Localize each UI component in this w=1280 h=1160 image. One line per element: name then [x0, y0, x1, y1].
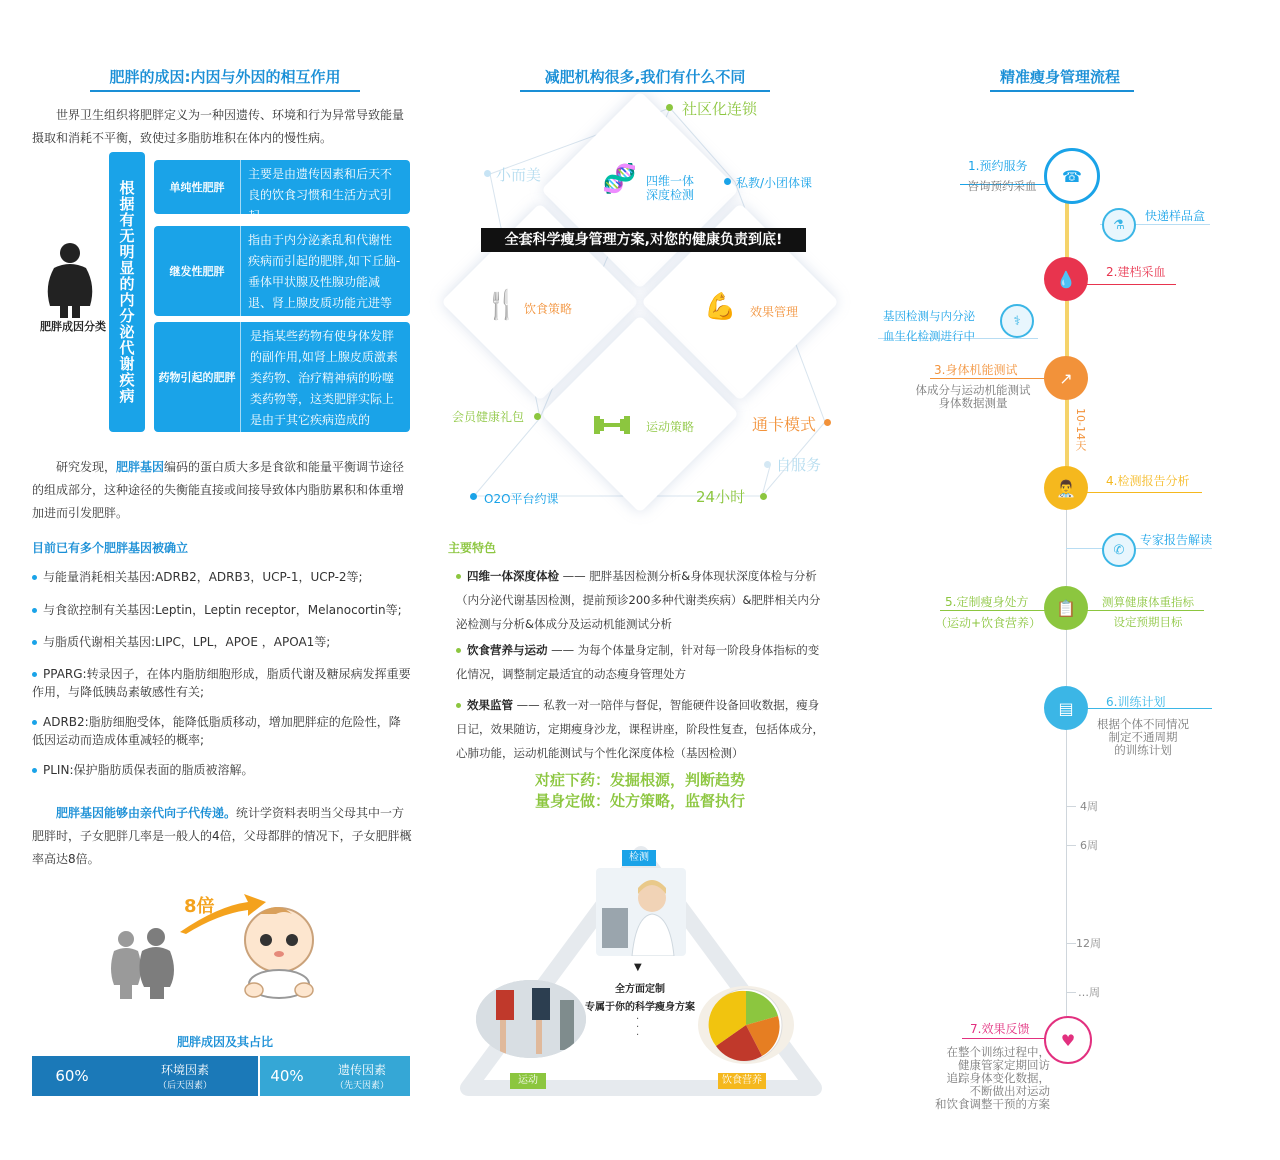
dumbbell-icon: [592, 410, 632, 440]
ratio-pct: 40%: [270, 1067, 304, 1085]
type-name: 药物引起的肥胖: [154, 322, 241, 432]
triangle-center-2: 专属于你的科学瘦身方案: [585, 1002, 695, 1013]
aux-2-label: 基因检测与内分泌 血生化检测进行中: [883, 309, 975, 343]
tag-node: [484, 170, 491, 177]
type-name: 单纯性肥胖: [154, 160, 241, 214]
doctor-icon: 👨‍⚕: [1044, 466, 1088, 510]
prescription-icon: 📋: [1044, 586, 1088, 630]
week-label: …周: [1078, 986, 1100, 999]
aux-line: [1066, 548, 1212, 549]
parents-silhouette-icon: [100, 925, 180, 1000]
step-6-label: 6.训练计划: [1106, 695, 1166, 709]
gene-item: 与脂质代谢相关基因:LIPC，LPL，APOE ，APOA1等;: [32, 633, 412, 651]
genes-heading: 目前已有多个肥胖基因被确立: [32, 541, 189, 555]
slogan-1: 对症下药：发掘根源，判断趋势: [534, 771, 745, 789]
ratio-bar-genetic: [260, 1056, 410, 1096]
calendar-icon: ☎: [1044, 148, 1100, 204]
type-desc: 指由于内分泌紊乱和代谢性疾病而引起的肥胖,如下丘脑-垂体甲状腺及性腺功能减退、肾上腺皮质功能亢进等: [248, 233, 401, 310]
multiplier-label: 8倍: [184, 896, 215, 917]
tag-node: [666, 104, 673, 111]
step-7-desc: 在整个训练过程中， 健康管家定期回访 追踪身体变化数据， 不断做出对运动 和饮食调整干预的方案: [935, 1045, 1050, 1111]
phone-icon: ✆: [1102, 533, 1136, 567]
food-plate-photo: [698, 986, 794, 1064]
feature-item: 饮食营养与运动 —— 为每个体量身定制，针对每一阶段身体指标的变化情况，调整制定最适宜的动态瘦身管理处方: [456, 643, 820, 681]
step-1-desc: 咨询预约采血: [967, 179, 1037, 193]
gene-item: PPARG:转录因子，在体内脂肪细胞形成，脂质代谢及糖尿病发挥重要作用，与降低胰岛素敏感性有关;: [32, 667, 411, 699]
research-pre: 研究发现，: [56, 460, 117, 474]
person-silhouette-icon: [40, 240, 100, 320]
feature-item: 四维一体深度体检 —— 肥胖基因检测分析&身体现状深度体检与分析（内分泌代谢基因检测，提前预诊200多种代谢类疾病）&肥胖相关内分泌检测与分析&体成分及运动机能测试分析: [456, 569, 821, 631]
tag-card-mode: 通卡模式: [752, 415, 817, 434]
timeline-highlight: [1065, 190, 1069, 480]
tag-node: [760, 493, 767, 500]
dna-icon: 🧬: [602, 162, 637, 195]
gene-item: 与能量消耗相关基因:ADRB2，ADRB3，UCP-1，UCP-2等;: [32, 568, 412, 586]
features-heading: 主要特色: [448, 541, 497, 555]
aux-4-label: 专家报告解读: [1140, 533, 1213, 547]
tag-24h: 24小时: [696, 488, 746, 506]
gene-item: PLIN:保护脂肪质保表面的脂质被溶解。: [32, 761, 412, 779]
feature-item: 效果监管 —— 私教一对一陪伴与督促，智能硬件设备回收数据，瘦身日记，效果随访，定期瘦身沙龙，课程讲座，阶段性复查，包括体成分，心肺功能，运动机能测试与个性化深度体检（基因检测）: [456, 698, 824, 760]
type-name: 继发性肥胖: [154, 226, 241, 316]
blood-drop-icon: 💧: [1044, 257, 1088, 301]
step-1-label: 1.预约服务: [968, 159, 1028, 173]
type-card-drug: [154, 322, 410, 432]
ratio-pct: 60%: [55, 1067, 89, 1085]
ratio-label: 遗传因素: [337, 1063, 386, 1077]
lab-icon: ⚕: [1000, 304, 1034, 338]
step-3-desc: 体成分与运动机能测试 身体数据测量: [915, 383, 1031, 410]
step-5-desc: 测算健康体重指标 设定预期目标: [1102, 595, 1194, 629]
banner: 全套科学瘦身管理方案,对您的健康负责到底!: [481, 228, 806, 252]
scientist-photo: [596, 868, 686, 956]
tag-private-class: 私教/小团体课: [736, 176, 813, 190]
training-board-icon: ▤: [1044, 686, 1088, 730]
right-title: 精准瘦身管理流程: [999, 68, 1120, 86]
puzzle-label-diet: 饮食策略: [524, 302, 573, 316]
classification-vertical-label: 根据有无明显的内分泌代谢疾病: [109, 152, 145, 432]
runners-photo: [476, 980, 586, 1058]
tag-small-beautiful: 小而美: [496, 166, 542, 184]
type-card-simple: [154, 160, 410, 223]
chart-icon: ↗: [1044, 356, 1088, 400]
middle-title-underline: [520, 90, 770, 92]
tag-community: 社区化连锁: [682, 100, 758, 118]
right-title-underline: [990, 90, 1134, 92]
puzzle-label-effect: 效果管理: [750, 305, 799, 319]
week-tick: [1066, 992, 1076, 993]
middle-title: 减肥机构很多,我们有什么不同: [544, 68, 746, 86]
type-card-secondary: [154, 226, 410, 316]
tag-node: [764, 461, 771, 468]
research-highlight: 肥胖基因: [116, 460, 165, 474]
gene-item: 与食欲控制有关基因:Leptin，Leptin receptor，Melanocortin等;: [32, 601, 412, 619]
ratio-title: 肥胖成因及其占比: [176, 1035, 273, 1049]
tag-o2o: O2O平台约课: [484, 492, 559, 506]
research-post: 编码的蛋白质大多是食欲和能量平衡调节途径的组成部分，这种途径的失衡能直接或间接导致体内脂肪累积和体重增加进而引发肥胖。: [32, 460, 405, 520]
arrow-down-icon: ▼: [634, 962, 642, 973]
ratio-label: 环境因素: [160, 1063, 209, 1077]
left-title: 肥胖的成因:内因与外因的相互作用: [109, 68, 341, 86]
left-title-underline: [90, 90, 360, 92]
step-5-label: 5.定制瘦身处方: [945, 595, 1029, 609]
triangle-center-1: 全方面定制: [615, 984, 665, 995]
ratio-sub: （后天因素）: [157, 1081, 212, 1091]
duration-label: 10-14天: [1074, 408, 1087, 451]
week-tick: [1066, 806, 1076, 807]
tag-gift-pack: 会员健康礼包: [452, 410, 525, 424]
research-text: [32, 456, 410, 525]
tag-node: [534, 413, 541, 420]
week-label: 6周: [1080, 839, 1098, 852]
type-desc: 主要是由遗传因素和后天不良的饮食习惯和生活方式引起: [248, 167, 393, 223]
week-tick: [1066, 943, 1076, 944]
inherit-highlight: 肥胖基因能够由亲代向子代传递。: [56, 806, 237, 820]
step-6-desc: 根据个体不同情况 制定不通周期 的训练计划: [1097, 717, 1189, 757]
triangle-label-sport: 运动: [510, 1073, 546, 1089]
baby-icon: [236, 900, 322, 1000]
week-label: 12周: [1076, 937, 1101, 950]
puzzle-label-sport: 运动策略: [646, 420, 695, 434]
ratio-bar-environment: [32, 1056, 258, 1096]
step-4-label: 4.检测报告分析: [1106, 474, 1190, 488]
week-tick: [1066, 845, 1076, 846]
step-3-label: 3.身体机能测试: [934, 363, 1018, 377]
step-2-label: 2.建档采血: [1106, 265, 1166, 279]
tag-node: [824, 419, 831, 426]
figure-label: 肥胖成因分类: [40, 320, 106, 333]
ratio-sub: （先天因素）: [334, 1081, 389, 1091]
tag-node: [724, 178, 731, 185]
inherit-post: 统计学资料表明当父母其中一方肥胖时，子女肥胖几率是一般人的4倍，父母都胖的情况下，子女肥胖概率高达8倍。: [32, 806, 412, 866]
week-label: 4周: [1080, 800, 1098, 813]
inherit-text: [32, 802, 412, 871]
type-desc: 是指某些药物有使身体发胖的副作用,如肾上腺皮质激素类药物、治疗精神病的吩噻类药物等，这类肥胖实际上是由于其它疾病造成的: [250, 329, 398, 427]
triangle-label-diet: 饮食营养: [718, 1073, 766, 1089]
puzzle-label-detect: 四维一体 深度检测: [646, 174, 695, 202]
intro-text: 世界卫生组织将肥胖定义为一种因遗传、环境和行为异常导致能量摄取和消耗不平衡，致使过多脂肪堆积在体内的慢性病。: [32, 108, 405, 145]
tag-self-service: 自服务: [776, 456, 822, 474]
dots-icon: · · ·: [636, 1014, 640, 1041]
gene-item: ADRB2:脂肪细胞受体，能降低脂质移动，增加肥胖症的危险性，降低因运动而造成体重减轻的概率;: [32, 715, 401, 747]
monitor-icon: ♥: [1044, 1016, 1092, 1064]
aux-1-label: 快递样品盒: [1145, 209, 1206, 223]
muscle-icon: 💪: [704, 292, 737, 322]
step-5-sub: （运动+饮食营养）: [935, 616, 1042, 630]
triangle-label-detect: 检测: [622, 850, 656, 866]
fork-spoon-icon: 🍴: [484, 288, 519, 321]
step-7-label: 7.效果反馈: [970, 1022, 1030, 1036]
tag-node: [470, 493, 477, 500]
slogan-2: 量身定做：处方策略，监督执行: [534, 792, 745, 810]
test-tube-icon: ⚗: [1102, 208, 1136, 242]
